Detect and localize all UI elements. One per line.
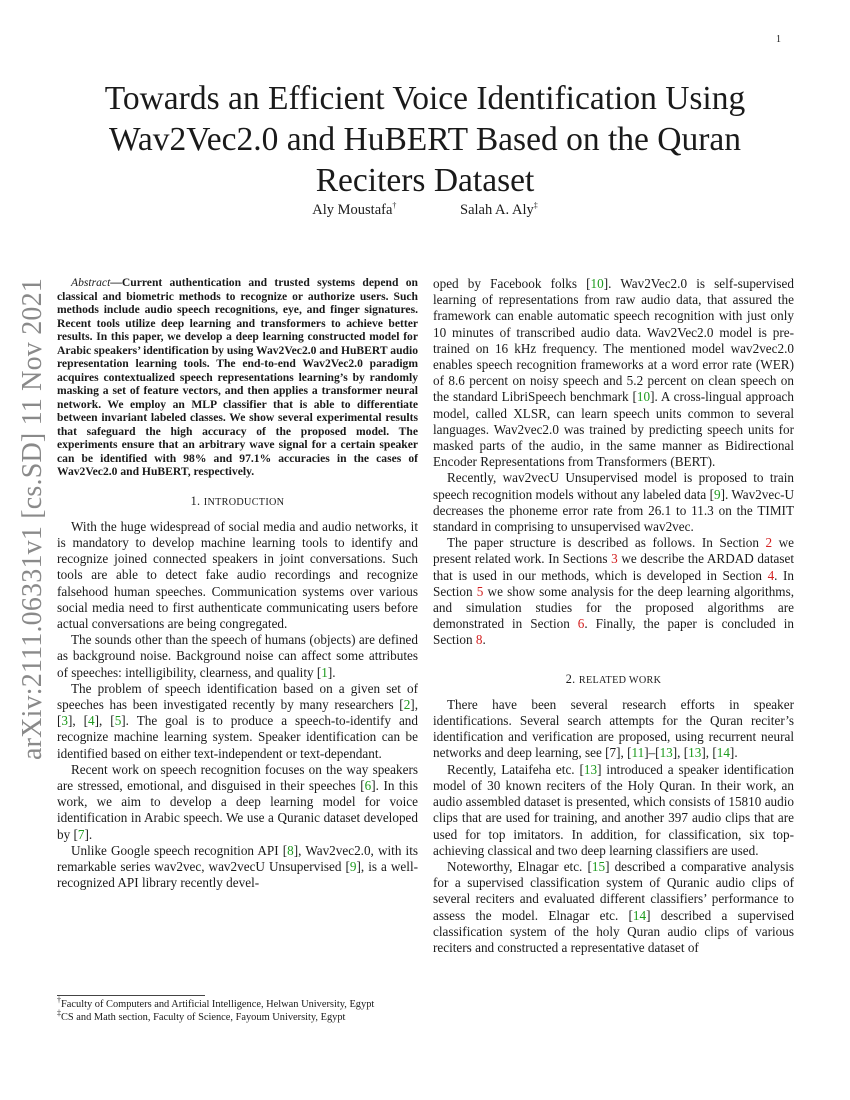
citation-link[interactable]: 1 [321,664,328,680]
arxiv-identifier[interactable]: arXiv:2111.06331v1 [cs.SD] 11 Nov 2021 [17,277,48,760]
citation-link[interactable]: 14 [716,745,730,761]
intro-paragraph-6: Recently, wav2vecU Unsupervised model is proposed to train speech recognition models without any labeled data [9]. Wav2vec-U decreases the phoneme error rate from 26.1 to 11.3 on the TIMIT standard in comprising to unsupervised wav2vec. [433,470,794,535]
section-link[interactable]: 3 [611,551,618,567]
citation-link[interactable]: 10 [636,389,651,405]
author-2: Salah A. Aly‡ [460,201,538,218]
intro-paragraph-4: Recent work on speech recognition focuses on the way speakers are stressed, emotional, and disguised in their speeches [6]. In this work, we aim to develop a deep learning model for voice identification in Arabic speech. We use a Quranic dataset developed by [7]. [57,761,418,842]
citation-link[interactable]: 3 [61,713,68,729]
citation-link[interactable]: 6 [364,777,372,793]
intro-paragraph-5: Unlike Google speech recognition API [8], Wav2vec2.0, with its remarkable series wav2vec, wav2vecU Unsupervised [9], is a well-recognized API library recently devel- [57,842,418,891]
citation-link[interactable]: 15 [591,858,606,874]
section-link[interactable]: 6 [577,616,585,632]
footnote-1: †Faculty of Computers and Artificial Intelligence, Helwan University, Egypt [57,995,375,1010]
citation-link[interactable]: 2 [403,696,411,712]
intro-paragraph-5-continued: oped by Facebook folks [10]. Wav2Vec2.0 is self-supervised learning of representations from raw audio data, that assured the framework can enable automatic speech recognition with just only 10 minutes of transcribed audio data. Wav2Vec2.0 model is pre-trained on 16 kHz frequency. The mentioned model wav2vec2.0 enables speech recognition frameworks at a word error rate (WER) of 8.6 percent on noisy speech and 5.2 percent on clean speech on the standard LibriSpeech benchmark [10]. A cross-lingual approach model, called XLSR, can learn speech units common to several languages. Wav2vec2.0 was trained by predicting speech units for masked parts of the audio, in the same manner as Bidirectional Encoder Representations from Transformers (BERT). [433,276,795,470]
section-heading-related-work: 2. RELATED WORK [565,671,662,686]
footnotes [57,995,427,1024]
page-number: 1 [776,34,781,45]
section-link[interactable]: 2 [765,535,773,551]
citation-link[interactable]: 9 [713,486,721,502]
citation-link[interactable]: 8 [287,842,294,858]
intro-paragraph-3: The problem of speech identification based on a given set of speeches has been investigated recently by many researchers [2], [3], [4], [5]. The goal is to produce a speech-to-identify and recognize machine learning system. Speaker identification can be identified based on either text-independent or text-dependant. [57,680,418,761]
intro-paragraph-1: With the huge widespread of social media and audio networks, it is mandatory to develop machine learning tools to identify and recognize joined connected speakers in joint conversations. Such tools are able to detect fake audio recordings and recognize falsehood human speeches. Communication systems over various social media need to first authenticate communicating users before actual conversations are being congregated. [57,518,418,631]
footnote-rule [57,995,205,996]
citation-link[interactable]: 14 [632,907,647,923]
citation-link[interactable]: 13 [688,745,702,761]
author-1: Aly Moustafa† [312,201,397,218]
related-paragraph-1: There have been several research efforts in speaker identifications. Several search attempts for the Quran reciter’s identification and verification are proposed, using recurrent neural networks and deep learning, see [7], [11]–[13], [13], [14]. [433,696,794,761]
citation-link[interactable]: 4 [88,713,95,729]
citation-link[interactable]: 13 [583,761,598,777]
right-column [433,276,794,956]
intro-paragraph-2: The sounds other than the speech of humans (objects) are defined as background noise. Background noise can affect some attributes of speeches: intelligibility, clearness, and quality [1]. [57,632,418,680]
left-column [57,276,418,891]
section-link[interactable]: 4 [767,567,775,583]
abstract: Abstract—Current authentication and trusted systems depend on classical and biometric methods to recognize or authorize users. Such methods include audio speech recognitions, eye, and finger signatures. Recent tools utilize deep learning and transformers to achieve better results. In this paper, we develop a deep learning constructed model for Arabic speakers’ identification by using Wav2Vec2.0 and HuBERT audio representation learning tools. The end-to-end Wav2Vec2.0 paradigm acquires contextualized speech representations learning’s by randomly masking a set of feature vectors, and then applies a transformer neural network. We employ an MLP classifier that is able to differentiate between invariant labeled classes. We show several experimental results that safeguard the high accuracy of the proposed model. The experiments ensure that an arbitrary wave signal for a certain speaker can be identified with 98% and 97.1% accuracies in the cases of Wav2Vec2.0 and HuBERT, respectively. [57,276,418,478]
section-heading-introduction: 1. INTRODUCTION [190,493,285,508]
citation-link[interactable]: 10 [590,276,604,291]
citation-link[interactable]: 9 [349,858,357,874]
section-link[interactable]: 8 [475,632,483,648]
paper-title: Towards an Efficient Voice Identification Using Wav2Vec2.0 and HuBERT Based on the Quran Reciters Dataset [104,80,746,199]
footnote-2: ‡CS and Math section, Faculty of Science, Fayoum University, Egypt [57,1008,346,1023]
related-paragraph-2: Recently, Lataifeha etc. [13] introduced a speaker identification model of 30 known reciters of the Holy Quran. In their work, an audio assembled dataset is presented, which consists of 15810 audio clips that are used for training, and another 397 audio clips that are used for top imitators. In addition, for classification, six top-achieving classical and two deep learning classifiers are used. [433,761,794,858]
related-paragraph-3: Noteworthy, Elnagar etc. [15] described a comparative analysis for a supervised classification system of Quranic audio clips of several reciters and evaluated different classifiers’ performance to assess the model. Elnagar etc. [14] described a supervised classification system of the holy Quran audio clips of various reciters and constructed a representative dataset of [433,858,794,955]
section-link[interactable]: 5 [476,583,484,599]
citation-link[interactable]: 11 [631,745,645,761]
intro-paragraph-7: The paper structure is described as follows. In Section 2 we present related work. In Sections 3 we describe the ARDAD dataset that is used in our methods, which is developed in Section 4. In Section 5 we show some analysis for the deep learning algorithms, and simulation studies for the proposed algorithms are demonstrated in Section 6. Finally, the paper is concluded in Section 8. [433,535,795,648]
citation-link[interactable]: 13 [659,745,673,761]
citation-link[interactable]: 5 [114,713,122,729]
citation-link[interactable]: 7 [77,826,85,842]
author-list [0,202,850,219]
